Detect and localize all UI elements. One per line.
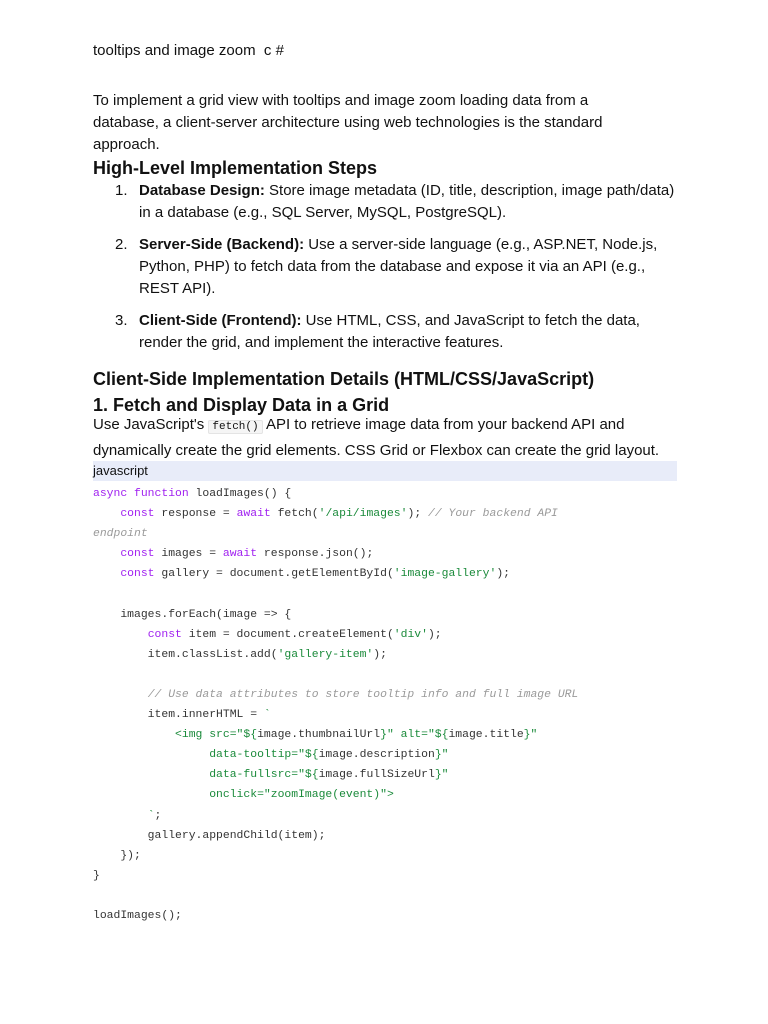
code-token: loadImages(); — [93, 909, 182, 922]
code-token — [93, 810, 148, 822]
document-title: tooltips and image zoom c # — [93, 42, 284, 59]
code-token: item.classList.add( — [93, 648, 278, 661]
code-line — [93, 725, 677, 745]
list-item-label: Database Design: — [139, 182, 265, 199]
code-token: const — [120, 548, 155, 561]
code-line — [93, 866, 677, 886]
list-item-number: 2. — [115, 236, 128, 253]
code-language-label: javascript — [93, 461, 677, 481]
code-line — [93, 584, 677, 604]
code-token — [93, 749, 209, 761]
code-token: // Your backend API — [428, 508, 558, 521]
code-token: // Use data attributes to store tooltip info and full image URL — [147, 688, 579, 701]
code-token: gallery = document.getElementById( — [154, 568, 394, 581]
fetch-paragraph — [93, 413, 679, 462]
code-line — [93, 645, 677, 665]
list-item-text: Use a server-side language (e.g., ASP.NET, Node.js, Python, PHP) to fetch data from the database and expose it via an API (e.g., REST API). — [139, 236, 658, 297]
code-token: loadImages() { — [188, 488, 292, 500]
code-line — [93, 785, 677, 805]
code-token: '/api/images' — [318, 508, 408, 521]
code-token: image.description — [318, 749, 435, 762]
code-token: item.innerHTML = — [93, 709, 264, 722]
code-line — [93, 906, 677, 926]
code-token: const — [147, 628, 182, 641]
code-line — [93, 765, 677, 785]
code-line — [93, 886, 677, 906]
intro-paragraph: To implement a grid view with tooltips and image zoom loading data from a database, a client-server architecture using web technologies is the standard approach. — [93, 92, 603, 153]
code-line — [93, 564, 677, 584]
code-token: gallery.appendChild(item); — [93, 829, 326, 842]
code-token: images.forEach(image => { — [93, 608, 292, 621]
code-line — [93, 745, 677, 765]
code-token: item = document.createElement( — [181, 628, 394, 641]
list-item-label: Server-Side (Backend): — [139, 236, 305, 253]
code-token: 'gallery-item' — [277, 648, 374, 661]
code-token — [93, 508, 120, 520]
code-token: ` — [263, 709, 271, 722]
code-token: endpoint — [93, 528, 148, 541]
list-item — [93, 180, 679, 224]
code-token: ); — [496, 568, 510, 581]
list-item-number: 1. — [115, 182, 128, 199]
code-token: onclick="zoomImage(event)"> — [209, 789, 394, 802]
code-token — [93, 568, 120, 580]
code-line — [93, 705, 677, 725]
code-token: ); — [407, 508, 428, 521]
code-token: }" — [434, 769, 449, 782]
code-token: }" alt="${ — [380, 729, 449, 742]
code-token — [93, 789, 209, 801]
code-line — [93, 846, 677, 866]
code-line — [93, 544, 677, 564]
code-token: const — [120, 568, 155, 581]
subsection-heading-fetch-display: 1. Fetch and Display Data in a Grid — [93, 395, 390, 415]
code-token: response.json(); — [257, 548, 374, 561]
code-token — [93, 769, 209, 781]
section-heading-high-level-steps: High-Level Implementation Steps — [93, 158, 378, 178]
code-token: }" — [523, 729, 538, 742]
code-line — [93, 524, 677, 544]
code-token: }" — [434, 749, 449, 762]
code-token: image.fullSizeUrl — [318, 769, 435, 782]
list-item — [93, 234, 679, 300]
list-item — [93, 310, 679, 354]
code-token: image.thumbnailUrl — [257, 729, 381, 742]
code-token: } — [93, 869, 100, 882]
code-token — [93, 548, 120, 560]
code-token: async function — [93, 488, 189, 500]
code-line — [93, 685, 677, 705]
code-token: fetch( — [270, 508, 319, 521]
code-token: ; — [154, 809, 162, 822]
code-token — [93, 689, 148, 701]
fetch-paragraph-text: API to retrieve image data from your backend API and dynamically create the grid elements. CSS Grid or Flexbox can create the grid layout. — [93, 416, 660, 459]
fetch-paragraph-text: Use JavaScript's — [93, 416, 209, 433]
code-block — [93, 484, 677, 926]
code-line — [93, 826, 677, 846]
code-token: const — [120, 508, 155, 521]
list-item-text: Use HTML, CSS, and JavaScript to fetch the data, render the grid, and implement the interactive features. — [139, 312, 640, 351]
code-token — [93, 729, 175, 741]
code-line — [93, 665, 677, 685]
code-token: ); — [373, 648, 387, 661]
code-line — [93, 605, 677, 625]
code-token: images = — [154, 548, 223, 561]
list-item-text: Store image metadata (ID, title, description, image path/data) in a database (e.g., SQL Server, MySQL, PostgreSQL). — [139, 182, 675, 221]
section-heading-client-side-details: Client-Side Implementation Details (HTML/CSS/JavaScript) — [93, 369, 595, 389]
code-token: data-tooltip="${ — [209, 749, 319, 762]
code-token — [93, 629, 148, 641]
implementation-steps-list — [93, 180, 679, 364]
code-token: 'image-gallery' — [393, 568, 497, 581]
code-token: await — [236, 508, 271, 521]
code-token: ` — [147, 809, 155, 822]
code-token: <img src="${ — [175, 729, 258, 742]
code-token: }); — [93, 849, 141, 862]
code-token: image.title — [448, 729, 524, 742]
code-token: data-fullsrc="${ — [209, 769, 319, 782]
code-token: ); — [427, 628, 442, 641]
code-line — [93, 806, 677, 826]
code-line — [93, 504, 677, 524]
code-token: await — [222, 548, 258, 561]
code-token: 'div' — [393, 628, 428, 641]
list-item-number: 3. — [115, 312, 128, 329]
inline-code: fetch() — [208, 420, 262, 434]
code-token: response = — [154, 508, 237, 521]
list-item-label: Client-Side (Frontend): — [139, 312, 302, 329]
code-line — [93, 625, 677, 645]
code-line — [93, 484, 677, 504]
